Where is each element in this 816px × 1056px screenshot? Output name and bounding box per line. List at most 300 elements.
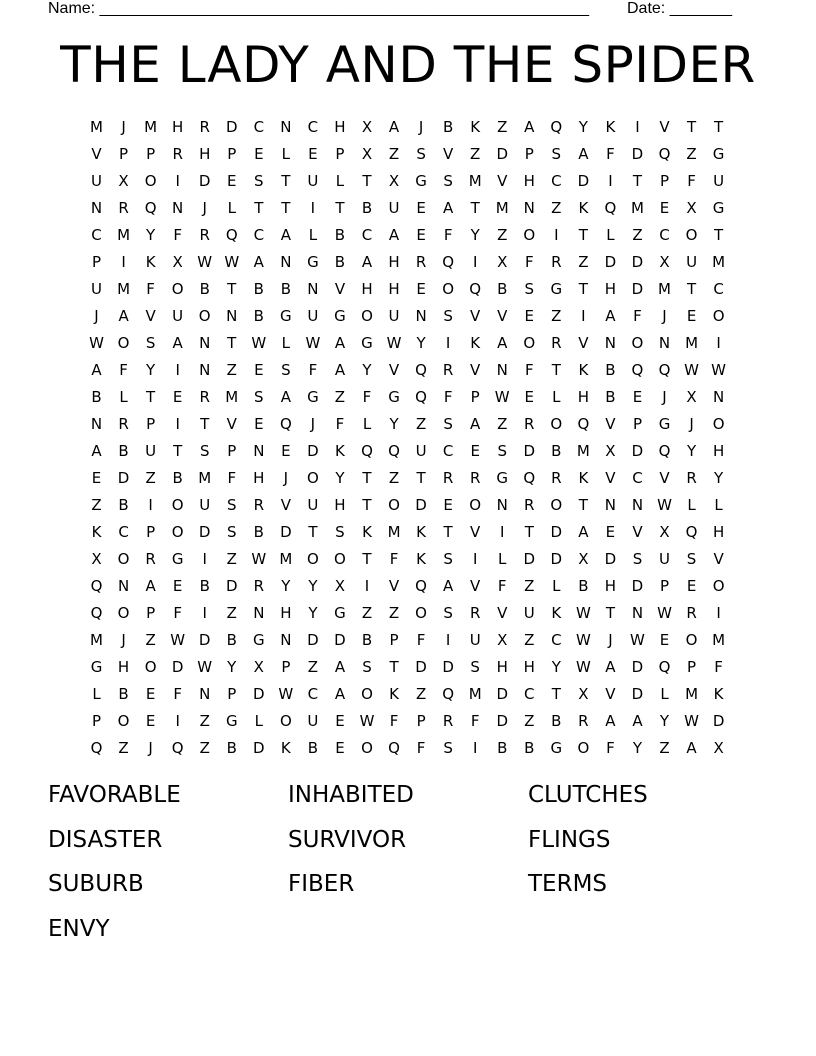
grid-letter: X	[659, 522, 670, 541]
grid-row	[83, 221, 743, 248]
grid-letter: F	[416, 631, 426, 650]
grid-letter: E	[524, 387, 535, 406]
grid-letter: I	[608, 171, 613, 190]
grid-letter: G	[712, 198, 725, 217]
grid-letter: X	[91, 550, 102, 569]
grid-letter: L	[552, 577, 561, 596]
grid-letter: H	[334, 495, 346, 514]
grid-letter: T	[686, 117, 697, 136]
grid-letter: M	[495, 198, 509, 217]
grid-letter: R	[524, 414, 535, 433]
grid-letter: U	[199, 495, 211, 514]
grid-letter: D	[631, 252, 644, 271]
grid-letter: Z	[307, 658, 319, 677]
grid-letter: H	[604, 577, 617, 596]
grid-letter: F	[524, 360, 534, 379]
grid-letter: B	[551, 712, 562, 731]
grid-letter: M	[90, 117, 103, 136]
grid-letter: Q	[388, 739, 400, 758]
grid-letter: V	[605, 414, 616, 433]
grid-letter: B	[361, 631, 373, 650]
grid-letter: F	[362, 387, 372, 406]
grid-letter: Y	[578, 117, 588, 136]
grid-letter: Z	[497, 225, 508, 244]
grid-letter: E	[308, 144, 318, 163]
grid-letter: B	[578, 577, 589, 596]
grid-letter: B	[91, 387, 102, 406]
grid-letter: Z	[524, 577, 535, 596]
grid-letter: S	[497, 441, 507, 460]
grid-letter: O	[523, 333, 536, 352]
grid-letter: I	[472, 252, 478, 271]
grid-letter: B	[118, 495, 129, 514]
grid-letter: X	[334, 577, 346, 596]
grid-letter: P	[659, 171, 670, 190]
grid-letter: N	[658, 333, 671, 352]
grid-letter: I	[635, 117, 640, 136]
grid-letter: W	[197, 658, 213, 677]
grid-letter: G	[280, 306, 292, 325]
grid-letter: E	[254, 414, 264, 433]
grid-letter: Y	[470, 225, 480, 244]
grid-letter: C	[632, 468, 643, 487]
grid-letter: V	[470, 360, 481, 379]
grid-letter: D	[523, 550, 536, 569]
grid-letter: H	[577, 387, 589, 406]
grid-letter: W	[684, 360, 699, 379]
grid-letter: O	[171, 522, 184, 541]
grid-letter: H	[280, 604, 292, 623]
grid-letter: A	[172, 333, 183, 352]
grid-letter: S	[226, 522, 237, 541]
grid-letter: P	[389, 631, 399, 650]
grid-letter: Q	[90, 577, 103, 596]
grid-letter: Z	[226, 360, 237, 379]
grid-letter: I	[121, 252, 126, 271]
grid-letter: K	[335, 441, 345, 460]
grid-letter: U	[91, 171, 103, 190]
grid-letter: R	[551, 252, 562, 271]
grid-letter: T	[443, 522, 453, 541]
grid-letter: Q	[415, 360, 427, 379]
grid-letter: O	[361, 306, 373, 325]
grid-letter: I	[175, 414, 180, 433]
grid-letter: E	[686, 577, 697, 596]
word-item: SUBURB	[48, 871, 144, 897]
grid-letter: Q	[388, 441, 400, 460]
grid-letter: K	[91, 522, 102, 541]
grid-letter: A	[605, 712, 616, 731]
grid-letter: A	[145, 577, 156, 596]
grid-letter: N	[199, 360, 211, 379]
grid-letter: G	[388, 387, 400, 406]
grid-letter: A	[497, 333, 508, 352]
grid-letter: T	[714, 225, 724, 244]
grid-letter: W	[170, 631, 186, 650]
grid-letter: W	[386, 333, 402, 352]
grid-letter: Y	[308, 604, 318, 623]
grid-letter: R	[118, 198, 129, 217]
grid-letter: Z	[524, 712, 535, 731]
grid-letter: N	[90, 198, 103, 217]
grid-letter: D	[171, 658, 184, 677]
grid-letter: O	[550, 414, 563, 433]
grid-letter: T	[335, 198, 345, 217]
grid-letter: O	[117, 550, 130, 569]
grid-letter: E	[91, 468, 102, 487]
grid-letter: M	[387, 522, 401, 541]
grid-letter: B	[334, 225, 346, 244]
grid-letter: N	[523, 198, 535, 217]
grid-letter: A	[524, 117, 535, 136]
grid-letter: E	[254, 360, 264, 379]
grid-row	[83, 708, 743, 735]
grid-letter: Q	[415, 577, 427, 596]
grid-letter: N	[280, 117, 292, 136]
grid-letter: I	[716, 333, 721, 352]
grid-letter: J	[94, 306, 99, 325]
grid-letter: B	[253, 306, 264, 325]
grid-letter: W	[575, 658, 591, 677]
grid-letter: O	[631, 333, 644, 352]
grid-letter: J	[662, 387, 667, 406]
grid-letter: D	[631, 144, 644, 163]
grid-letter: C	[361, 225, 373, 244]
grid-letter: L	[92, 685, 101, 704]
grid-letter: X	[578, 550, 589, 569]
grid-letter: F	[633, 306, 642, 325]
grid-letter: E	[172, 577, 183, 596]
grid-letter: T	[470, 198, 480, 217]
grid-letter: F	[606, 144, 615, 163]
grid-letter: F	[606, 739, 615, 758]
grid-row	[83, 654, 743, 681]
grid-letter: F	[524, 252, 534, 271]
grid-letter: N	[117, 577, 130, 596]
grid-letter: O	[577, 739, 590, 758]
grid-letter: X	[361, 117, 373, 136]
grid-row	[83, 735, 743, 762]
grid-letter: W	[575, 631, 591, 650]
grid-letter: D	[225, 577, 238, 596]
grid-letter: J	[283, 468, 289, 487]
grid-letter: D	[334, 631, 346, 650]
grid-letter: W	[711, 360, 727, 379]
grid-letter: K	[389, 685, 399, 704]
grid-letter: V	[497, 171, 508, 190]
grid-letter: R	[253, 577, 265, 596]
grid-letter: S	[443, 550, 453, 569]
grid-letter: C	[253, 117, 265, 136]
grid-letter: Q	[90, 604, 103, 623]
grid-letter: G	[550, 739, 563, 758]
grid-letter: M	[468, 171, 482, 190]
grid-letter: S	[551, 144, 562, 163]
grid-letter: L	[119, 387, 128, 406]
grid-letter: F	[173, 604, 182, 623]
grid-row	[83, 681, 743, 708]
grid-letter: E	[659, 631, 670, 650]
grid-letter: Z	[145, 631, 156, 650]
grid-letter: X	[497, 631, 508, 650]
grid-letter: V	[226, 414, 237, 433]
grid-letter: U	[307, 712, 319, 731]
grid-letter: Z	[388, 468, 400, 487]
grid-letter: A	[91, 441, 102, 460]
grid-letter: O	[171, 279, 184, 298]
grid-letter: G	[334, 306, 346, 325]
grid-letter: P	[92, 252, 102, 271]
grid-letter: Y	[362, 360, 372, 379]
grid-letter: P	[687, 658, 697, 677]
grid-letter: T	[578, 495, 588, 514]
grid-letter: C	[659, 225, 670, 244]
grid-letter: Q	[658, 144, 671, 163]
grid-letter: T	[714, 117, 724, 136]
grid-letter: L	[552, 387, 561, 406]
date-field: Date: _______	[627, 0, 732, 17]
grid-row	[83, 627, 743, 654]
name-field: Name: _______________________________________________________	[48, 0, 589, 17]
grid-letter: V	[659, 468, 670, 487]
grid-letter: D	[253, 685, 265, 704]
grid-letter: N	[415, 306, 427, 325]
grid-letter: J	[689, 414, 694, 433]
grid-letter: H	[604, 279, 617, 298]
grid-letter: L	[281, 144, 291, 163]
grid-letter: W	[494, 387, 510, 406]
grid-letter: I	[364, 577, 370, 596]
grid-letter: G	[361, 333, 373, 352]
grid-letter: O	[685, 631, 698, 650]
grid-letter: O	[550, 495, 563, 514]
grid-letter: M	[685, 333, 699, 352]
grid-letter: B	[253, 522, 264, 541]
grid-letter: K	[578, 468, 589, 487]
grid-letter: R	[551, 333, 562, 352]
grid-letter: E	[686, 306, 697, 325]
grid-letter: X	[605, 441, 616, 460]
grid-row	[83, 383, 743, 410]
grid-row	[83, 356, 743, 383]
grid-letter: S	[416, 144, 426, 163]
grid-letter: B	[280, 279, 291, 298]
grid-letter: W	[359, 712, 375, 731]
grid-letter: C	[551, 171, 562, 190]
grid-letter: E	[145, 712, 156, 731]
grid-letter: B	[226, 739, 237, 758]
grid-letter: B	[172, 468, 183, 487]
grid-letter: P	[227, 685, 237, 704]
grid-letter: C	[713, 279, 724, 298]
grid-letter: A	[334, 685, 346, 704]
grid-letter: O	[117, 333, 130, 352]
word-item: FAVORABLE	[48, 782, 181, 808]
grid-letter: B	[118, 685, 129, 704]
grid-letter: H	[117, 658, 130, 677]
grid-letter: F	[443, 225, 453, 244]
grid-letter: B	[524, 739, 535, 758]
grid-letter: Q	[604, 198, 617, 217]
grid-letter: Q	[685, 522, 698, 541]
grid-letter: G	[550, 279, 563, 298]
grid-letter: S	[443, 739, 453, 758]
grid-letter: P	[146, 604, 156, 623]
grid-letter: W	[89, 333, 104, 352]
grid-letter: W	[575, 604, 591, 623]
grid-letter: D	[631, 685, 644, 704]
grid-letter: Y	[659, 712, 670, 731]
grid-letter: T	[200, 414, 210, 433]
grid-letter: T	[686, 279, 697, 298]
grid-letter: N	[496, 360, 508, 379]
grid-letter: Q	[631, 360, 644, 379]
grid-letter: D	[496, 685, 508, 704]
grid-letter: D	[307, 631, 319, 650]
grid-letter: V	[470, 577, 481, 596]
grid-letter: C	[118, 522, 129, 541]
grid-letter: J	[608, 631, 613, 650]
grid-letter: O	[144, 658, 157, 677]
grid-letter: C	[524, 685, 535, 704]
grid-letter: E	[470, 441, 480, 460]
grid-letter: N	[172, 198, 184, 217]
grid-letter: T	[362, 171, 372, 190]
grid-letter: G	[658, 414, 671, 433]
grid-letter: R	[199, 225, 210, 244]
grid-letter: R	[415, 252, 427, 271]
grid-letter: K	[416, 550, 426, 569]
grid-letter: A	[632, 712, 643, 731]
grid-letter: B	[118, 441, 129, 460]
grid-letter: R	[199, 117, 210, 136]
grid-letter: R	[145, 550, 156, 569]
grid-letter: I	[500, 522, 505, 541]
grid-letter: D	[496, 144, 508, 163]
grid-letter: M	[712, 252, 726, 271]
grid-letter: Z	[226, 550, 237, 569]
grid-letter: P	[281, 658, 291, 677]
grid-letter: O	[117, 712, 130, 731]
grid-letter: O	[334, 550, 346, 569]
grid-letter: N	[90, 414, 103, 433]
grid-letter: W	[251, 333, 267, 352]
grid-letter: P	[659, 577, 670, 596]
grid-letter: P	[632, 414, 642, 433]
grid-letter: Z	[145, 468, 156, 487]
grid-letter: F	[227, 468, 237, 487]
grid-letter: R	[686, 604, 697, 623]
grid-letter: S	[443, 171, 453, 190]
grid-letter: G	[415, 171, 427, 190]
grid-letter: W	[197, 252, 213, 271]
grid-letter: L	[498, 550, 507, 569]
grid-letter: R	[118, 414, 129, 433]
grid-letter: T	[605, 604, 615, 623]
grid-letter: U	[307, 171, 319, 190]
grid-letter: I	[472, 739, 478, 758]
grid-letter: V	[470, 306, 481, 325]
grid-letter: O	[469, 495, 482, 514]
grid-letter: N	[307, 279, 319, 298]
grid-letter: I	[581, 306, 586, 325]
grid-letter: E	[605, 522, 616, 541]
grid-letter: H	[388, 252, 400, 271]
grid-letter: X	[172, 252, 183, 271]
grid-letter: G	[307, 252, 319, 271]
grid-letter: H	[172, 117, 184, 136]
grid-letter: C	[307, 685, 319, 704]
grid-letter: D	[550, 522, 563, 541]
grid-letter: D	[604, 550, 617, 569]
grid-row	[83, 248, 743, 275]
grid-letter: G	[307, 387, 319, 406]
grid-letter: Z	[497, 414, 508, 433]
grid-letter: W	[630, 631, 645, 650]
grid-letter: I	[716, 604, 721, 623]
grid-letter: I	[445, 333, 451, 352]
grid-letter: D	[198, 171, 211, 190]
grid-letter: V	[659, 117, 670, 136]
grid-letter: I	[175, 171, 180, 190]
grid-letter: Y	[686, 441, 697, 460]
grid-letter: O	[306, 550, 319, 569]
grid-letter: I	[175, 360, 180, 379]
grid-letter: Z	[524, 631, 535, 650]
grid-letter: Z	[361, 604, 373, 623]
grid-letter: I	[202, 550, 207, 569]
grid-letter: L	[362, 414, 372, 433]
grid-letter: E	[524, 306, 535, 325]
grid-letter: D	[253, 739, 265, 758]
grid-letter: E	[416, 225, 426, 244]
grid-letter: D	[631, 658, 644, 677]
grid-letter: U	[307, 306, 319, 325]
grid-letter: B	[199, 577, 210, 596]
grid-letter: F	[146, 279, 155, 298]
word-item: TERMS	[528, 871, 608, 897]
grid-letter: P	[146, 522, 156, 541]
grid-letter: T	[308, 522, 318, 541]
grid-letter: G	[171, 550, 184, 569]
grid-letter: U	[659, 550, 670, 569]
grid-letter: T	[362, 468, 372, 487]
grid-letter: F	[497, 577, 507, 596]
grid-letter: V	[388, 577, 400, 596]
grid-letter: D	[604, 252, 617, 271]
grid-letter: B	[307, 739, 319, 758]
grid-row	[83, 518, 743, 545]
grid-letter: Z	[497, 117, 508, 136]
grid-letter: W	[251, 550, 267, 569]
grid-letter: A	[388, 117, 400, 136]
grid-letter: Y	[281, 577, 291, 596]
grid-letter: C	[307, 117, 319, 136]
grid-letter: A	[605, 306, 616, 325]
grid-letter: D	[712, 712, 725, 731]
grid-letter: T	[254, 198, 264, 217]
grid-letter: N	[199, 333, 211, 352]
grid-letter: C	[253, 225, 265, 244]
grid-letter: A	[253, 252, 264, 271]
grid-letter: I	[175, 712, 180, 731]
grid-row	[83, 167, 743, 194]
grid-letter: O	[361, 739, 373, 758]
grid-letter: Z	[334, 387, 346, 406]
grid-letter: R	[686, 468, 697, 487]
grid-letter: U	[686, 252, 698, 271]
grid-letter: R	[578, 712, 589, 731]
